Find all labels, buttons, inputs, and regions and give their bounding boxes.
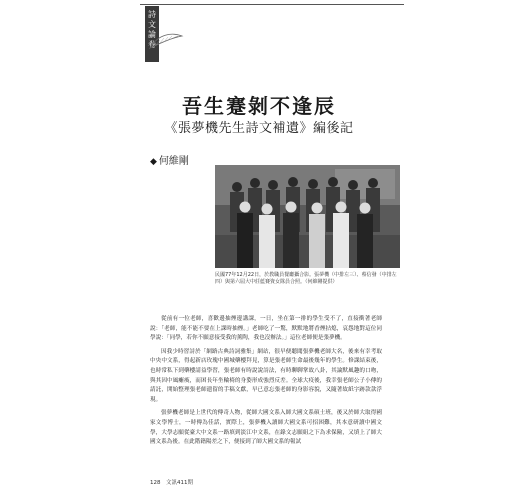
feather-icon [148,30,184,52]
top-rule [140,4,404,5]
section-tag-char: 詩 [148,10,156,19]
body-paragraph: 因我少時習詩於「網路古典詩詞雅集」網站，很早便聽聞張夢機老師大名，後來有幸考取中央中文系，得起新店玫瑰中國城藥樓拜見，算是張老師生命最後幾年的學生。修課結束後，也時常私下到藥樓請益學習，張老師有時說說詩法，有時聊聊掌故八卦，其論默風趣的口吻，與其因中風癱瘓，而困長年坐輪椅的身姿形成強烈反差。全球大疫後，我幸張老師公子小傳的請託，開始整理張老師遺留的手稿文獻，早已意忘張老師的身影容貌，又隨著故紙字跡款款浮現。 [150,348,382,403]
photo-caption: 民國77年12月22日，於教職員餐廳攝合影。張夢機（中排左三）、蔡信發（中排左四）與第六屆大中莊藍賽資女隊員合照。（何維剛提供） [215,272,397,285]
author-line [150,152,189,167]
body-paragraph: 從前有一位老師，喜歡邊抽煙邊講課，一日，坐在第一排的學生受不了，直接衝著老師說：「老師，能不能不要在上課時抽煙。」老師吃了一驚，默默地將香煙拈熄，哀怨地對這位同學說：「同學，若你不願意接受我的薰陶，我也沒辦法。」這位老師便是張夢機。 [150,316,382,342]
section-tag-char: 文 [148,20,156,29]
article-body [150,315,382,452]
group-photo [215,165,400,268]
article-subtitle: 《張夢機先生詩文補遺》編後記 [164,121,354,136]
section-tag-char: 卷 [148,40,156,49]
body-paragraph: 張夢機老師是上世代的傳奇人物，從師大國文系入師大國文系碩士班，後又於師大取得國家文學博士，一時傳為佳話，實際上，張夢機入讀師大國文系可招困難，其本意研讀中國文學，大學志願從臺大中文系一路填到淡江中文系，在錄文志願組之下為求保險，又填上了師大國文系為後。在此階籍陽差之下，便接到了師大國文系的報試 [150,410,382,446]
author-name: 何維剛 [158,156,189,167]
article-title: 吾生蹇剝不逢辰 [182,94,336,118]
group-photo-image [215,165,400,268]
diamond-icon: ◆ [150,157,157,167]
page-footer: 128 文訊411期 [150,480,193,486]
section-tag-char: 論 [148,30,156,39]
